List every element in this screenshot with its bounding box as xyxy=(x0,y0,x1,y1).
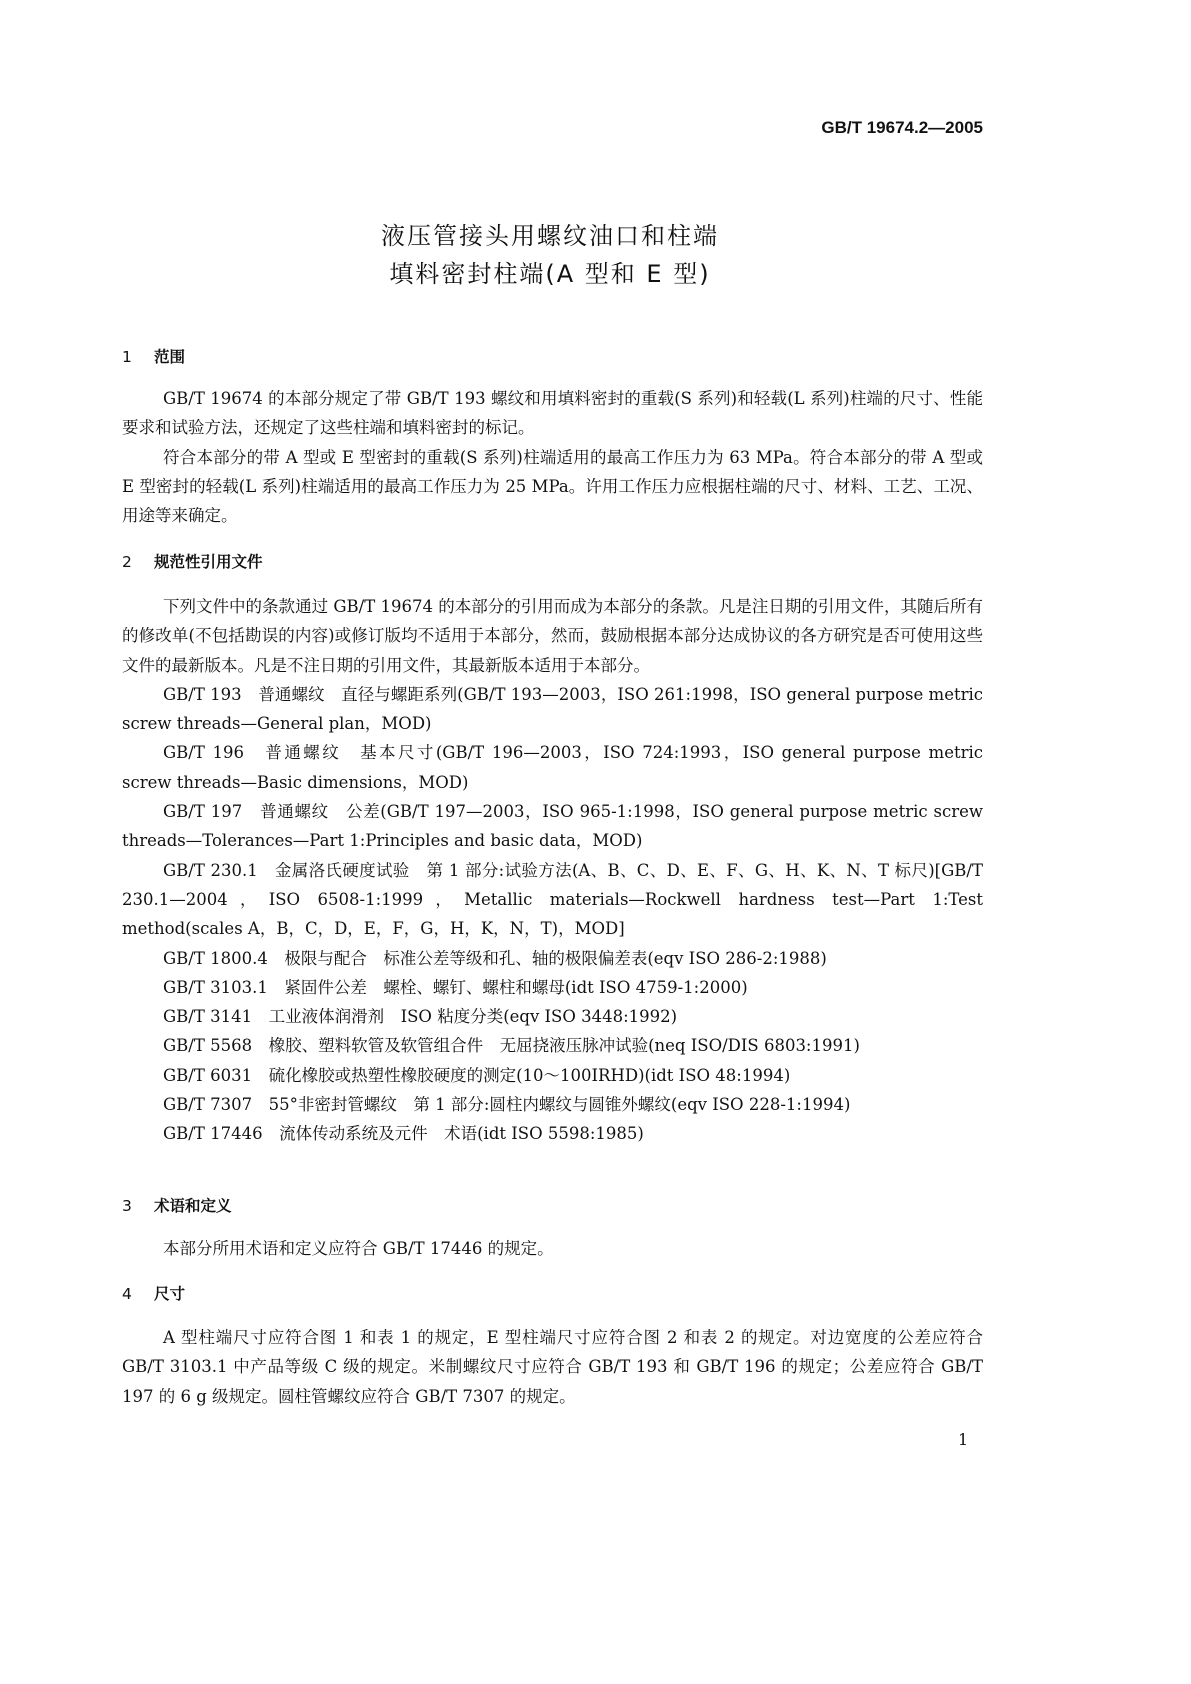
section-body xyxy=(122,384,983,530)
reference-item: GB/T 6031 硫化橡胶或热塑性橡胶硬度的测定(10～100IRHD)(idt ISO 48:1994) xyxy=(163,1065,791,1085)
reference-item: GB/T 7307 55°非密封管螺纹 第 1 部分:圆柱内螺纹与圆锥外螺纹(eqv ISO 228-1:1994) xyxy=(163,1095,851,1115)
reference-item: GB/T 5568 橡胶、塑料软管及软管组合件 无屈挠液压脉冲试验(neq ISO/DIS 6803:1991) xyxy=(163,1036,860,1056)
reference-item: GB/T 3103.1 紧固件公差 螺栓、螺钉、螺柱和螺母(idt ISO 4759-1:2000) xyxy=(163,977,748,997)
standard-number: GB/T 19674.2—2005 xyxy=(821,118,983,137)
section-body xyxy=(122,1323,983,1411)
page-number: 1 xyxy=(958,1430,969,1449)
reference-item: GB/T 1800.4 极限与配合 标准公差等级和孔、轴的极限偏差表(eqv ISO 286-2:1988) xyxy=(163,948,827,968)
title-line-2: 填料密封柱端(A 型和 E 型) xyxy=(389,260,711,288)
section-heading: 4 尺寸 xyxy=(122,1285,186,1303)
paragraph: GB/T 19674 的本部分规定了带 GB/T 193 螺纹和用填料密封的重载(S 系列)和轻载(L 系列)柱端的尺寸、性能要求和试验方法，还规定了这些柱端和填料密封的标记。 xyxy=(122,389,983,438)
section-body xyxy=(122,1234,983,1263)
reference-item: GB/T 197 普通螺纹 公差(GB/T 197—2003，ISO 965-1:1998，ISO general purpose metric screw threads—Tolerances—Part 1:Principles and basic data，MOD) xyxy=(122,802,983,851)
reference-item: GB/T 196 普通螺纹 基本尺寸(GB/T 196—2003，ISO 724:1993，ISO general purpose metric screw threads—Basic dimensions，MOD) xyxy=(122,743,983,792)
paragraph: 下列文件中的条款通过 GB/T 19674 的本部分的引用而成为本部分的条款。凡是注日期的引用文件，其随后所有的修改单(不包括勘误的内容)或修订版均不适用于本部分，然而，鼓励根据本部分达成协议的各方研究是否可使用这些文件的最新版本。凡是不注日期的引用文件，其最新版本适用于本部分。 xyxy=(122,597,983,675)
section-heading: 1 范围 xyxy=(122,348,186,366)
paragraph: 符合本部分的带 A 型或 E 型密封的重载(S 系列)柱端适用的最高工作压力为 63 MPa。符合本部分的带 A 型或 E 型密封的轻载(L 系列)柱端适用的最高工作压力为 25 MPa。许用工作压力应根据柱端的尺寸、材料、工艺、工况、用途等来确定。 xyxy=(122,447,983,526)
paragraph: A 型柱端尺寸应符合图 1 和表 1 的规定，E 型柱端尺寸应符合图 2 和表 2 的规定。对边宽度的公差应符合 GB/T 3103.1 中产品等级 C 级的规定。米制螺纹尺寸应符合 GB/T 193 和 GB/T 196 的规定；公差应符合 GB/T 197 的 6 g 级规定。圆柱管螺纹应符合 GB/T 7307 的规定。 xyxy=(122,1328,983,1406)
section-heading: 2 规范性引用文件 xyxy=(122,553,263,571)
reference-item: GB/T 17446 流体传动系统及元件 术语(idt ISO 5598:1985) xyxy=(163,1124,644,1144)
reference-item: GB/T 3141 工业液体润滑剂 ISO 粘度分类(eqv ISO 3448:1992) xyxy=(163,1007,678,1027)
reference-item: GB/T 193 普通螺纹 直径与螺距系列(GB/T 193—2003，ISO 261:1998，ISO general purpose metric screw threads—General plan，MOD) xyxy=(122,684,983,734)
section-body xyxy=(122,592,983,1149)
title-line-1: 液压管接头用螺纹油口和柱端 xyxy=(381,222,719,250)
paragraph: 本部分所用术语和定义应符合 GB/T 17446 的规定。 xyxy=(163,1239,554,1258)
section-heading: 3 术语和定义 xyxy=(122,1197,232,1215)
reference-item: GB/T 230.1 金属洛氏硬度试验 第 1 部分:试验方法(A、B、C、D、E、F、G、H、K、N、T 标尺)[GB/T 230.1—2004，ISO 6508-1:1999，Metallic materials—Rockwell hardness test—Part 1:Test method(scales A，B，C，D，E，F，G，H，K，N，T)，MOD] xyxy=(122,860,983,939)
